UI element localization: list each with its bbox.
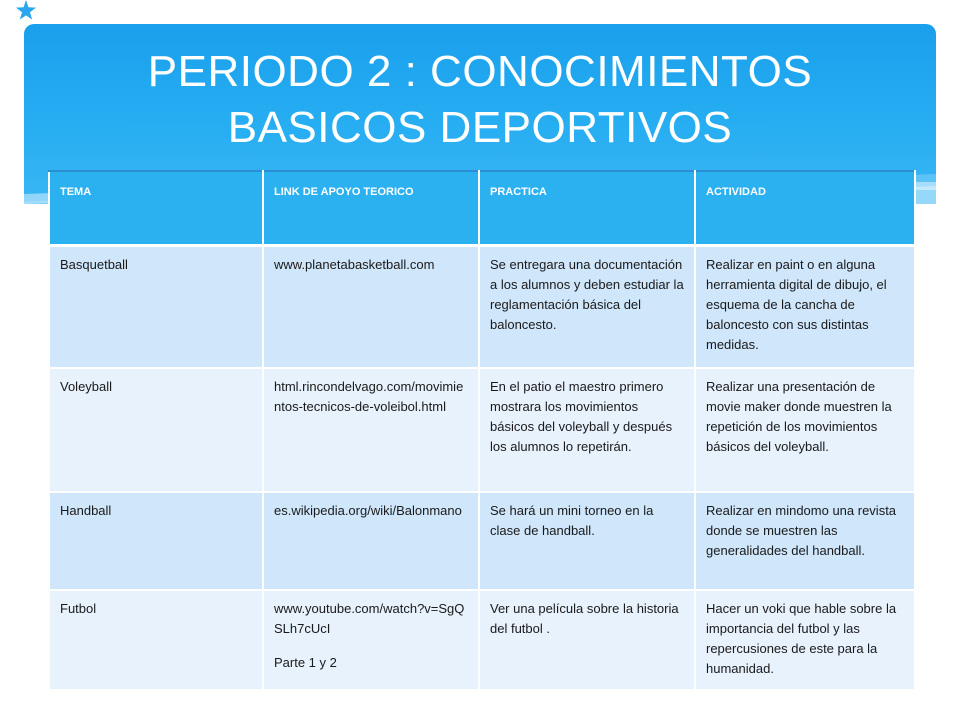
cell-tema: Voleyball — [49, 368, 263, 492]
cell-link[interactable] — [263, 246, 479, 368]
header-tema: TEMA — [49, 171, 263, 246]
link-text[interactable]: html.rincondelvago.com/movimientos-tecnicos-de-voleibol.html — [274, 378, 464, 414]
table-row — [49, 492, 915, 590]
table-row — [49, 368, 915, 492]
cell-link[interactable] — [263, 368, 479, 492]
table-row — [49, 246, 915, 368]
link-extra-text: Parte 1 y 2 — [274, 654, 337, 670]
slide-title-line-1: PERIODO 2 : CONOCIMIENTOS — [147, 47, 813, 96]
table-header-row — [49, 171, 915, 246]
link-text[interactable]: www.youtube.com/watch?v=SgQSLh7cUcI — [274, 600, 465, 636]
activities-table — [48, 170, 916, 691]
cell-tema: Basquetball — [49, 246, 263, 368]
slide-title-line-2: BASICOS DEPORTIVOS — [227, 103, 733, 152]
cell-actividad: Realizar una presentación de movie maker donde muestren la repetición de los movimientos básicos del voleyball. — [695, 368, 915, 492]
cell-practica: Ver una película sobre la historia del futbol . — [479, 590, 695, 690]
cell-tema: Handball — [49, 492, 263, 590]
cell-actividad: Hacer un voki que hable sobre la importancia del futbol y las repercusiones de este para la humanidad. — [695, 590, 915, 690]
cell-actividad: Realizar en mindomo una revista donde se muestren las generalidades del handball. — [695, 492, 915, 590]
header-actividad: ACTIVIDAD — [695, 171, 915, 246]
cell-practica: Se hará un mini torneo en la clase de handball. — [479, 492, 695, 590]
cell-tema: Futbol — [49, 590, 263, 690]
header-link: LINK DE APOYO TEORICO — [263, 171, 479, 246]
header-practica: PRACTICA — [479, 171, 695, 246]
cell-practica: En el patio el maestro primero mostrara los movimientos básicos del voleyball y después los alumnos lo repetirán. — [479, 368, 695, 492]
star-bullet-icon — [14, 0, 38, 22]
cell-link[interactable] — [263, 590, 479, 690]
cell-link[interactable] — [263, 492, 479, 590]
table-row — [49, 590, 915, 690]
cell-practica: Se entregara una documentación a los alumnos y deben estudiar la reglamentación básica del baloncesto. — [479, 246, 695, 368]
cell-actividad: Realizar en paint o en alguna herramienta digital de dibujo, el esquema de la cancha de baloncesto con sus distintas medidas. — [695, 246, 915, 368]
link-text[interactable]: www.planetabasketball.com — [274, 257, 435, 272]
slide-title — [24, 44, 936, 156]
link-text[interactable]: es.wikipedia.org/wiki/Balonmano — [274, 502, 462, 518]
